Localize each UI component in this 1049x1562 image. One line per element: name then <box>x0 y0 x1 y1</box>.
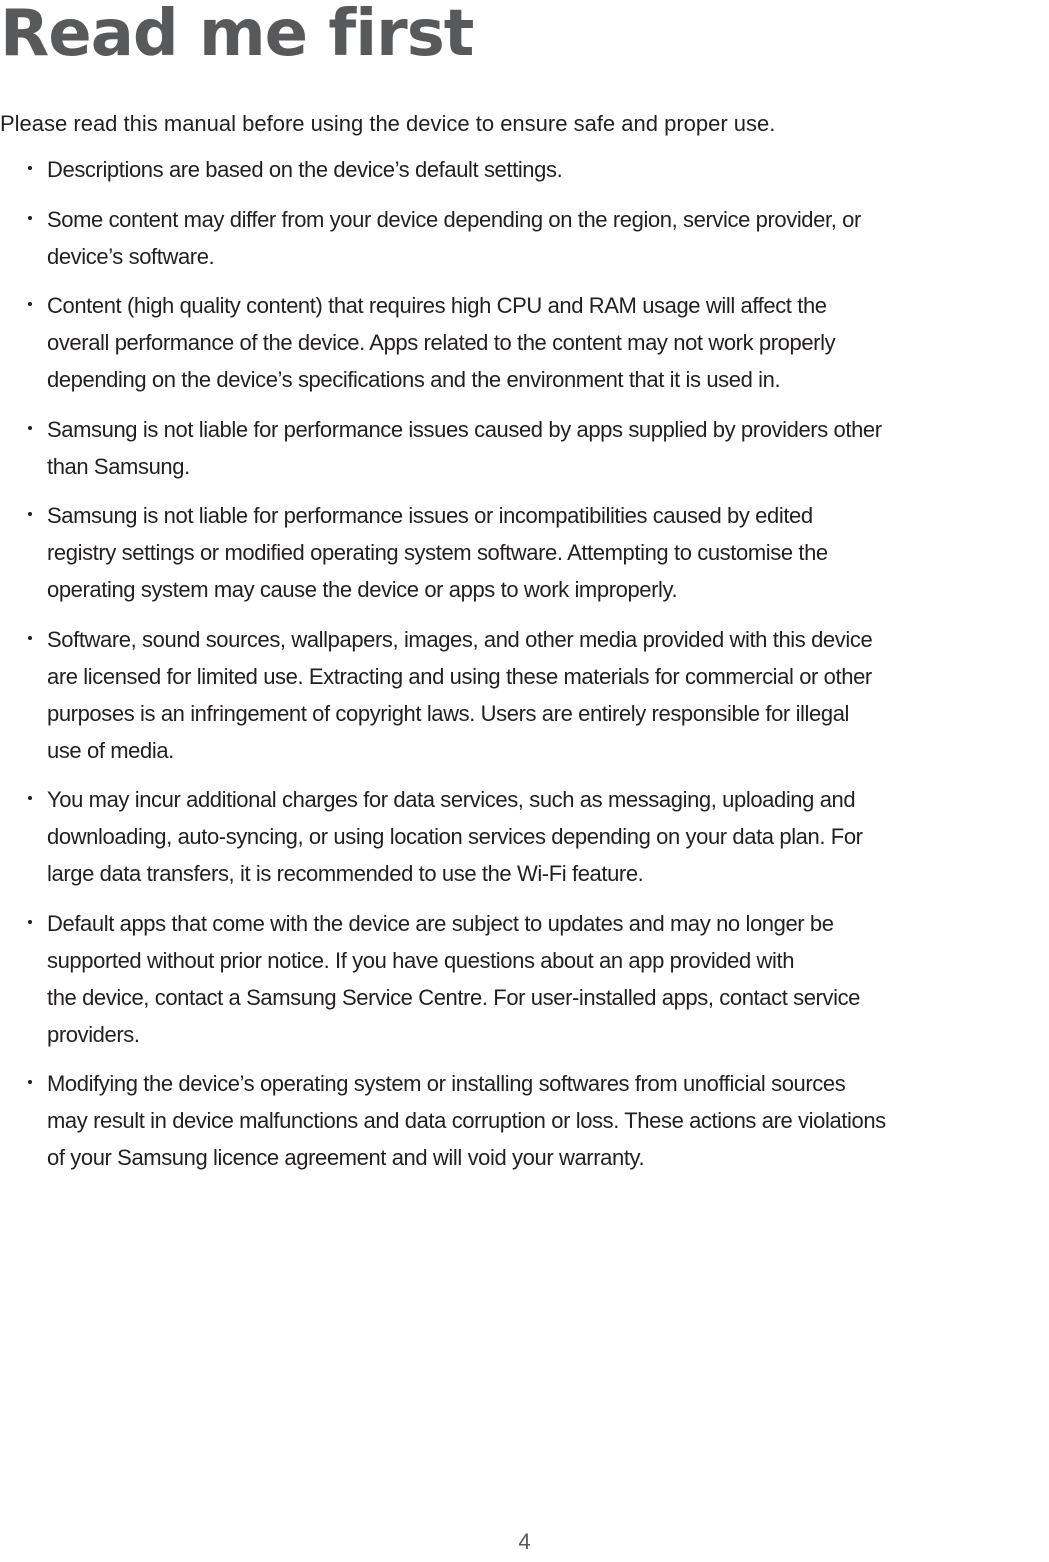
bullet-icon <box>28 1080 32 1084</box>
bullet-text-line: Default apps that come with the device are subject to updates and may no longer be <box>47 910 834 936</box>
list-item <box>0 1065 1049 1176</box>
bullet-icon <box>28 166 32 170</box>
bullet-list <box>0 151 1049 1189</box>
bullet-text-line: downloading, auto-syncing, or using location services depending on your data plan. For <box>47 824 863 849</box>
list-item <box>0 905 1049 1053</box>
list-item <box>0 781 1049 892</box>
bullet-text-line: Some content may differ from your device depending on the region, service provider, or <box>47 206 861 232</box>
bullet-text-line: operating system may cause the device or apps to work improperly. <box>47 577 678 602</box>
bullet-icon <box>28 636 32 640</box>
bullet-text-line: device’s software. <box>47 243 215 269</box>
bullet-text-line: Samsung is not liable for performance issues or incompatibilities caused by edited <box>47 503 813 528</box>
bullet-text-line: purposes is an infringement of copyright laws. Users are entirely responsible for illegal <box>47 700 850 726</box>
bullet-text-line: depending on the device’s specifications and the environment that it is used in. <box>47 367 781 392</box>
bullet-text-line: large data transfers, it is recommended to use the Wi-Fi feature. <box>47 861 644 886</box>
bullet-icon <box>28 302 32 306</box>
bullet-text-line: are licensed for limited use. Extracting and using these materials for commercial or other <box>47 663 872 689</box>
list-item <box>0 497 1049 608</box>
bullet-text-line: may result in device malfunctions and data corruption or loss. These actions are violations <box>47 1108 886 1133</box>
bullet-text-line: Content (high quality content) that requires high CPU and RAM usage will affect the <box>47 293 827 318</box>
list-item <box>0 287 1049 398</box>
bullet-text-line: You may incur additional charges for data services, such as messaging, uploading and <box>47 787 856 812</box>
bullet-icon <box>28 216 32 220</box>
page-number: 4 <box>518 1529 531 1554</box>
bullet-text-line: the device, contact a Samsung Service Centre. For user-installed apps, contact service <box>47 984 861 1010</box>
list-item <box>0 201 1049 275</box>
bullet-icon <box>28 796 32 800</box>
bullet-text-line: Samsung is not liable for performance issues caused by apps supplied by providers other <box>47 416 882 442</box>
bullet-text-line: than Samsung. <box>47 453 190 479</box>
bullet-icon <box>28 920 32 924</box>
intro-text: Please read this manual before using the device to ensure safe and proper use. <box>0 111 776 136</box>
bullet-text-line: registry settings or modified operating system software. Attempting to customise the <box>47 540 828 565</box>
bullet-icon <box>28 426 32 430</box>
page-title: Read me first <box>0 0 474 71</box>
list-item <box>0 151 1049 188</box>
bullet-text-line: supported without prior notice. If you have questions about an app provided with <box>47 947 795 973</box>
bullet-text-line: providers. <box>47 1021 140 1047</box>
list-item <box>0 411 1049 485</box>
list-item <box>0 621 1049 769</box>
bullet-text-line: Descriptions are based on the device’s default settings. <box>47 157 563 182</box>
bullet-text-line: Software, sound sources, wallpapers, images, and other media provided with this device <box>47 626 873 652</box>
bullet-text-line: overall performance of the device. Apps related to the content may not work properly <box>47 330 836 355</box>
bullet-text-line: of your Samsung licence agreement and will void your warranty. <box>47 1145 645 1170</box>
bullet-text-line: use of media. <box>47 737 174 763</box>
bullet-icon <box>28 512 32 516</box>
bullet-text-line: Modifying the device’s operating system or installing softwares from unofficial sources <box>47 1071 846 1096</box>
